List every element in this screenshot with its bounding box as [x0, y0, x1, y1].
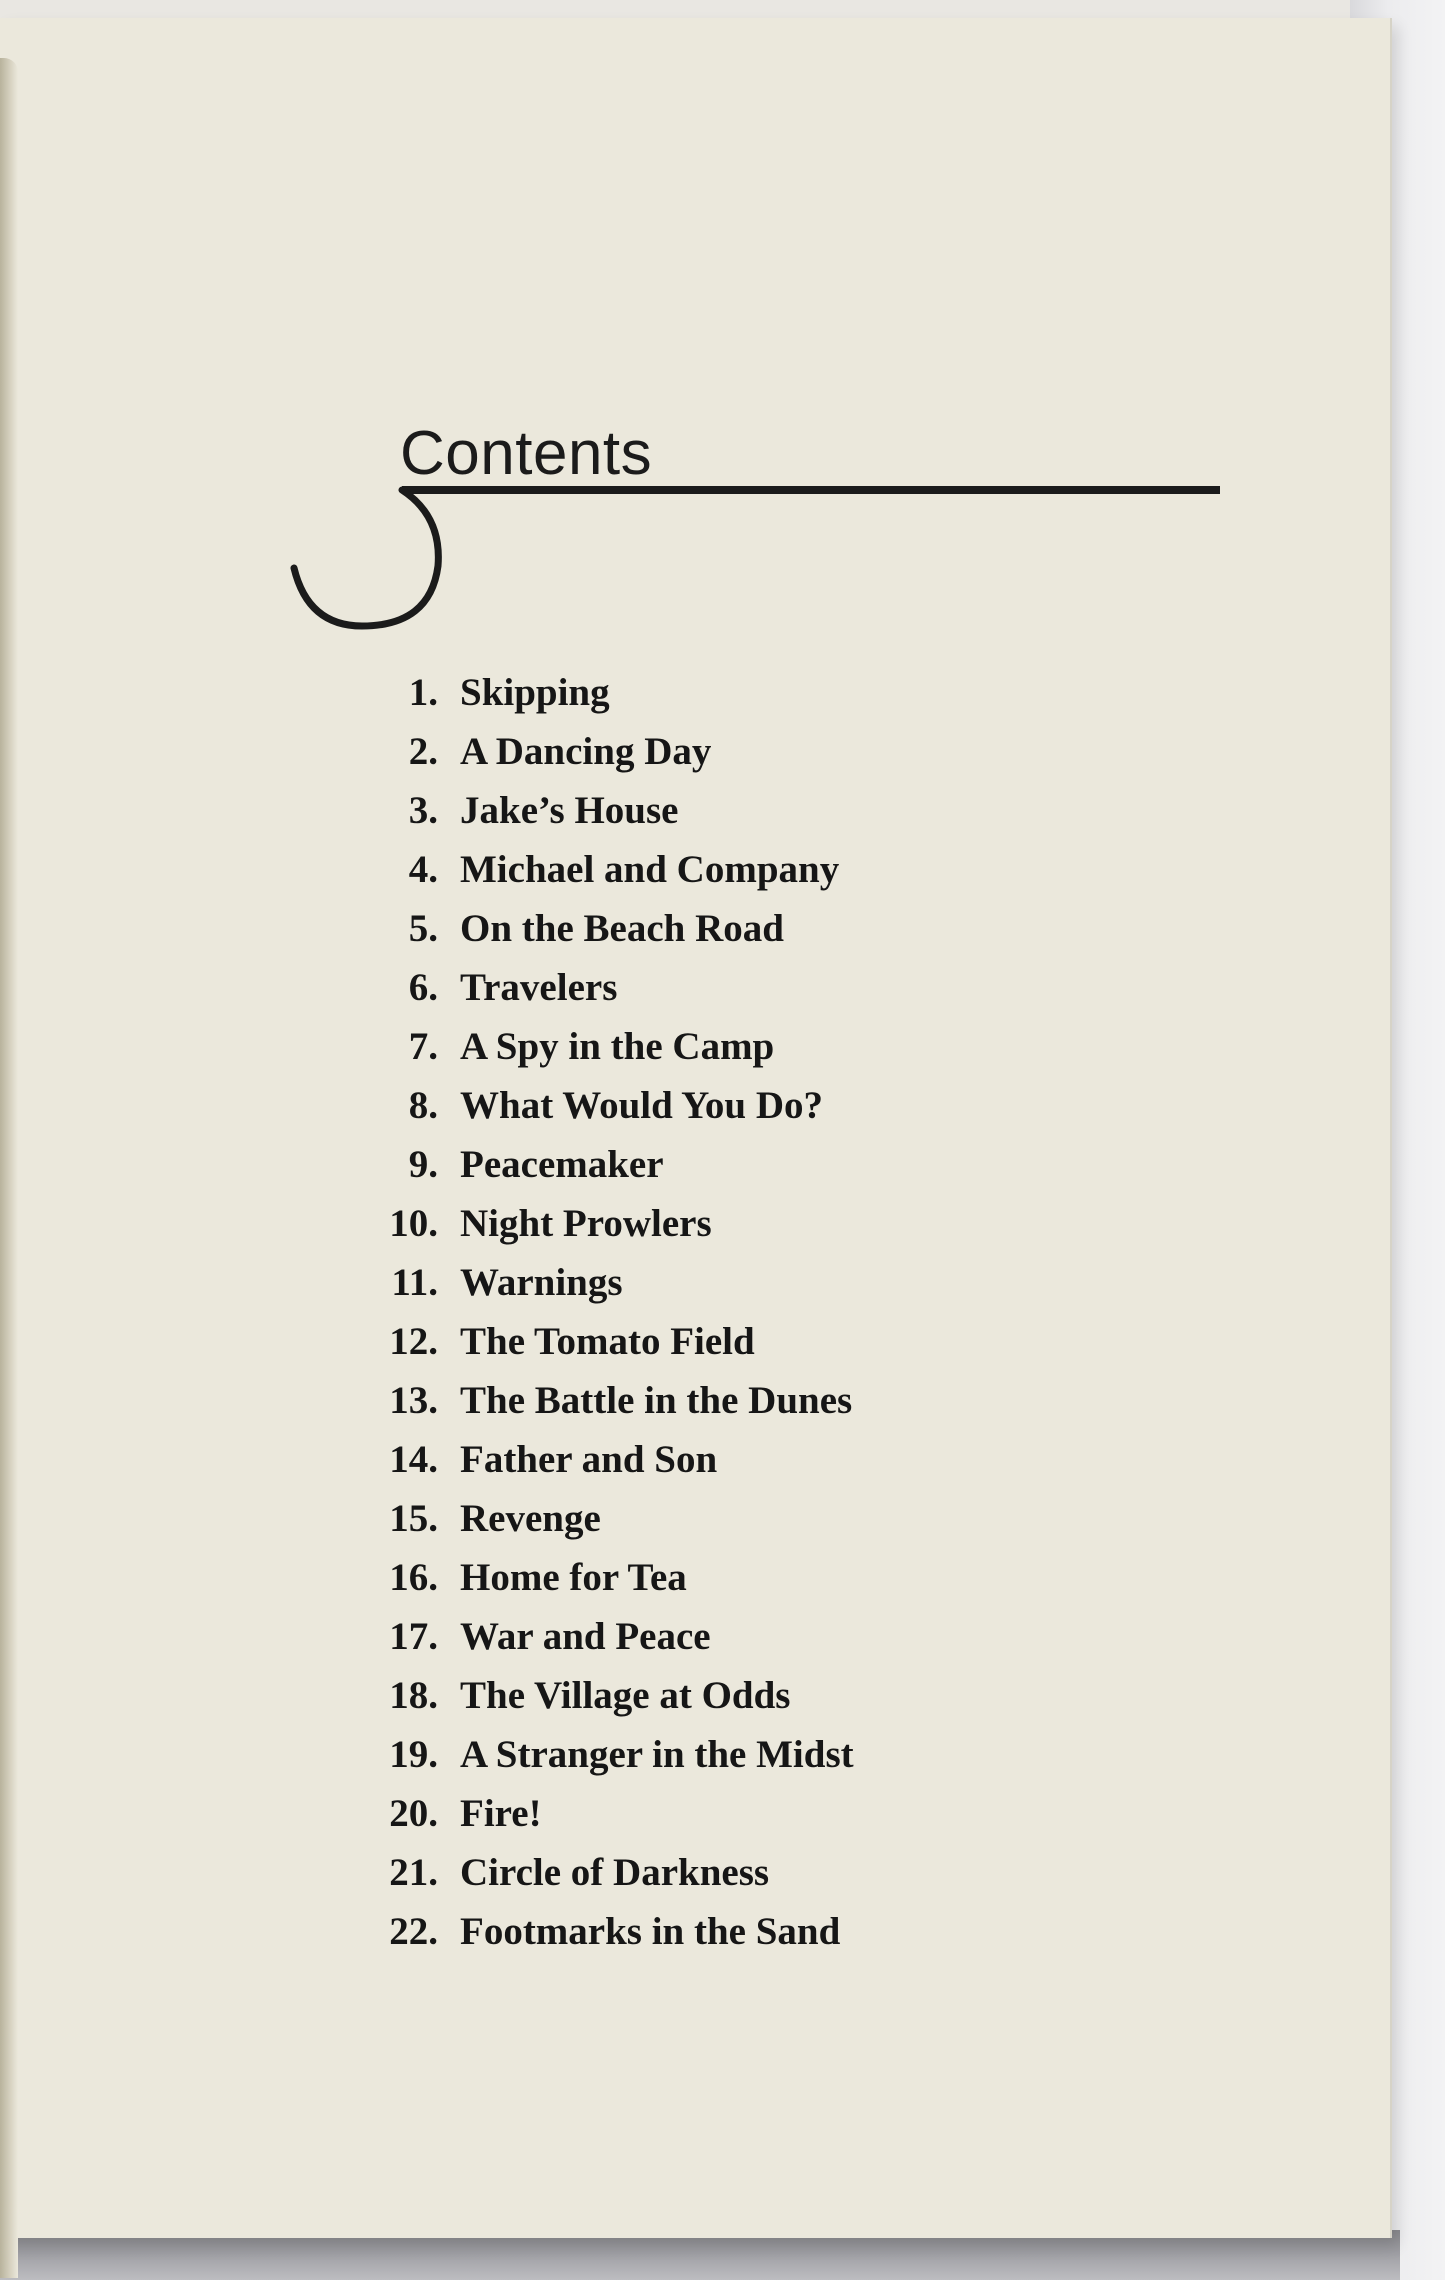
chapter-number: 15. [389, 1497, 438, 1540]
toc-entry [370, 1437, 1070, 1496]
toc-entry [370, 847, 1070, 906]
contents-heading [290, 418, 1230, 648]
chapter-title: Fire! [460, 1792, 542, 1835]
chapter-title: Travelers [460, 966, 618, 1009]
toc-entry [370, 1083, 1070, 1142]
chapter-number: 14. [389, 1438, 438, 1481]
toc-entry [370, 1614, 1070, 1673]
chapter-number: 3. [408, 789, 438, 832]
toc-entry [370, 788, 1070, 847]
chapter-title: Night Prowlers [460, 1202, 712, 1245]
chapter-title: Skipping [460, 671, 610, 714]
toc-entry [370, 1378, 1070, 1437]
chapter-title: War and Peace [460, 1615, 711, 1658]
toc-entry [370, 1673, 1070, 1732]
chapter-number: 8. [408, 1084, 438, 1127]
chapter-title: Footmarks in the Sand [460, 1910, 841, 1953]
toc-entry [370, 1142, 1070, 1201]
chapter-title: Peacemaker [460, 1143, 664, 1186]
chapter-number: 21. [389, 1851, 438, 1894]
chapter-title: Home for Tea [460, 1556, 687, 1599]
chapter-number: 17. [389, 1615, 438, 1658]
chapter-number: 19. [389, 1733, 438, 1776]
chapter-number: 12. [389, 1320, 438, 1363]
toc-entry [370, 906, 1070, 965]
chapter-number: 20. [389, 1792, 438, 1835]
toc-entry [370, 1555, 1070, 1614]
chapter-number: 7. [408, 1025, 438, 1068]
chapter-title: Jake’s House [460, 789, 679, 832]
chapter-number: 5. [408, 907, 438, 950]
chapter-title: A Dancing Day [460, 730, 712, 773]
chapter-number: 18. [389, 1674, 438, 1717]
page-title: Contents [400, 419, 653, 488]
chapter-number: 11. [391, 1261, 438, 1304]
chapter-number: 13. [389, 1379, 438, 1422]
book-spine-edge [0, 58, 18, 2278]
toc-entry [370, 1496, 1070, 1555]
table-of-contents [370, 670, 1070, 1968]
chapter-title: A Spy in the Camp [460, 1025, 775, 1068]
toc-entry [370, 1791, 1070, 1850]
chapter-title: On the Beach Road [460, 907, 784, 950]
chapter-number: 22. [389, 1910, 438, 1953]
heading-flourish-rule [290, 418, 1230, 648]
chapter-title: Revenge [460, 1497, 601, 1540]
chapter-number: 6. [408, 966, 438, 1009]
toc-entry [370, 1024, 1070, 1083]
chapter-title: Warnings [460, 1261, 623, 1304]
toc-entry [370, 670, 1070, 729]
toc-entry [370, 1909, 1070, 1968]
chapter-title: Michael and Company [460, 848, 840, 891]
chapter-title: Father and Son [460, 1438, 718, 1481]
chapter-title: The Battle in the Dunes [460, 1379, 853, 1422]
chapter-title: The Village at Odds [460, 1674, 791, 1717]
chapter-title: Circle of Darkness [460, 1851, 770, 1894]
toc-entry [370, 1319, 1070, 1378]
toc-entry [370, 1260, 1070, 1319]
toc-entry [370, 1201, 1070, 1260]
chapter-title: The Tomato Field [460, 1320, 755, 1363]
chapter-number: 16. [389, 1556, 438, 1599]
chapter-number: 10. [389, 1202, 438, 1245]
chapter-title: What Would You Do? [460, 1084, 824, 1127]
book-page [0, 18, 1392, 2238]
toc-entry [370, 1732, 1070, 1791]
chapter-title: A Stranger in the Midst [460, 1733, 854, 1776]
chapter-number: 9. [408, 1143, 438, 1186]
chapter-number: 4. [408, 848, 438, 891]
toc-entry [370, 965, 1070, 1024]
toc-entry [370, 1850, 1070, 1909]
chapter-number: 2. [408, 730, 438, 773]
toc-entry [370, 729, 1070, 788]
chapter-number: 1. [408, 671, 438, 714]
